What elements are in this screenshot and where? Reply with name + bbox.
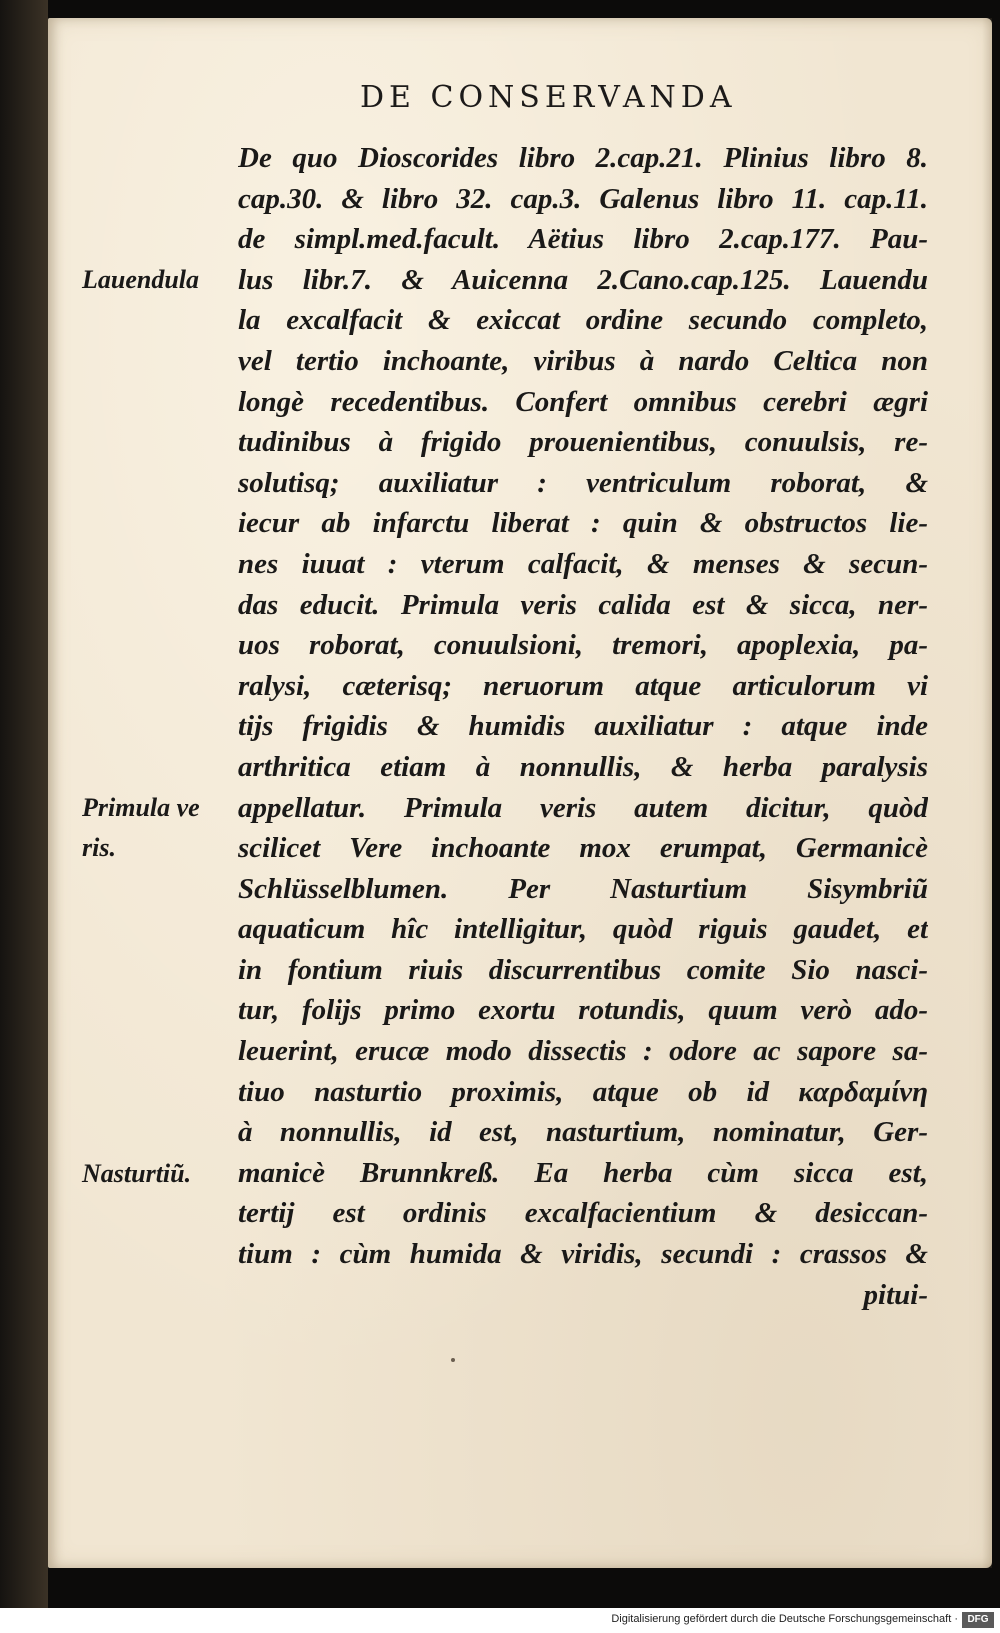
text-line: leuerint, erucæ modo dissectis : odore ac sapore sa- [238, 1035, 928, 1068]
text-line: à nonnullis, id est, nasturtium, nominatur, Ger- [238, 1116, 928, 1149]
text-line: vel tertio inchoante, viribus à nardo Celtica non [238, 344, 928, 377]
text-line: manicè Brunnkreß. Ea herba cùm sicca est, [238, 1156, 928, 1189]
text-line: aquaticum hîc intelligitur, quòd riguis gaudet, et [238, 913, 928, 946]
text-line: in fontium riuis discurrentibus comite Sio nasci- [238, 953, 928, 986]
text-line: lus libr.7. & Auicenna 2.Cano.cap.125. Lauendu [238, 263, 928, 296]
marginal-note-primula-cont: ris. [82, 833, 116, 862]
text-line: de simpl.med.facult. Aëtius libro 2.cap.177. Pau- [238, 223, 928, 256]
text-line: tiuo nasturtio proximis, atque ob id καρδαμίνη [238, 1075, 928, 1108]
text-line: longè recedentibus. Confert omnibus cerebri ægri [238, 385, 928, 418]
marginal-note-lauendula: Lauendula [82, 265, 200, 294]
text-line: Schlüsselblumen. Per Nasturtium Sisymbriũ [238, 872, 928, 905]
text-line: tertij est ordinis excalfacientium & desiccan- [238, 1197, 928, 1230]
text-line: tudinibus à frigido prouenientibus, conuulsis, re- [238, 426, 928, 459]
text-line: ralysi, cæterisq; neruorum atque articulorum vi [238, 669, 928, 702]
text-line: arthritica etiam à nonnullis, & herba paralysis [238, 750, 928, 783]
text-line: tur, folijs primo exortu rotundis, quum verò ado- [238, 994, 928, 1027]
footer-credit: Digitalisierung gefördert durch die Deutsche Forschungsgemeinschaft · [611, 1613, 958, 1625]
book-binding [0, 0, 48, 1608]
digitization-footer [0, 1608, 1000, 1633]
text-line: solutisq; auxiliatur : ventriculum roborat, & [238, 466, 928, 499]
text-line: cap.30. & libro 32. cap.3. Galenus libro 11. cap.11. [238, 182, 928, 215]
text-line: tium : cùm humida & viridis, secundi : crassos & [238, 1238, 928, 1271]
dfg-logo: DFG [962, 1612, 994, 1628]
ink-speck [451, 1358, 455, 1362]
text-line: appellatur. Primula veris autem dicitur, quòd [238, 791, 928, 824]
marginal-note-nasturtium: Nasturtiũ. [82, 1159, 192, 1188]
text-line: das educit. Primula veris calida est & sicca, ner- [238, 588, 928, 621]
running-header: DE CONSERVANDA [360, 80, 737, 115]
text-line: nes iuuat : vterum calfacit, & menses & secun- [238, 547, 928, 580]
page-edge-shadow [982, 18, 992, 1568]
text-line: scilicet Vere inchoante mox erumpat, Germanicè [238, 832, 928, 865]
body-text [238, 138, 928, 1315]
text-line: la excalfacit & exiccat ordine secundo completo, [238, 304, 928, 337]
text-line: uos roborat, conuulsioni, tremori, apoplexia, pa- [238, 629, 928, 662]
text-line: iecur ab infarctu liberat : quin & obstructos lie- [238, 507, 928, 540]
marginal-note-primula: Primula ve [82, 793, 200, 822]
text-line: tijs frigidis & humidis auxiliatur : atque inde [238, 710, 928, 743]
catchword: pitui- [863, 1278, 928, 1311]
text-line: De quo Dioscorides libro 2.cap.21. Plinius libro 8. [238, 142, 928, 174]
